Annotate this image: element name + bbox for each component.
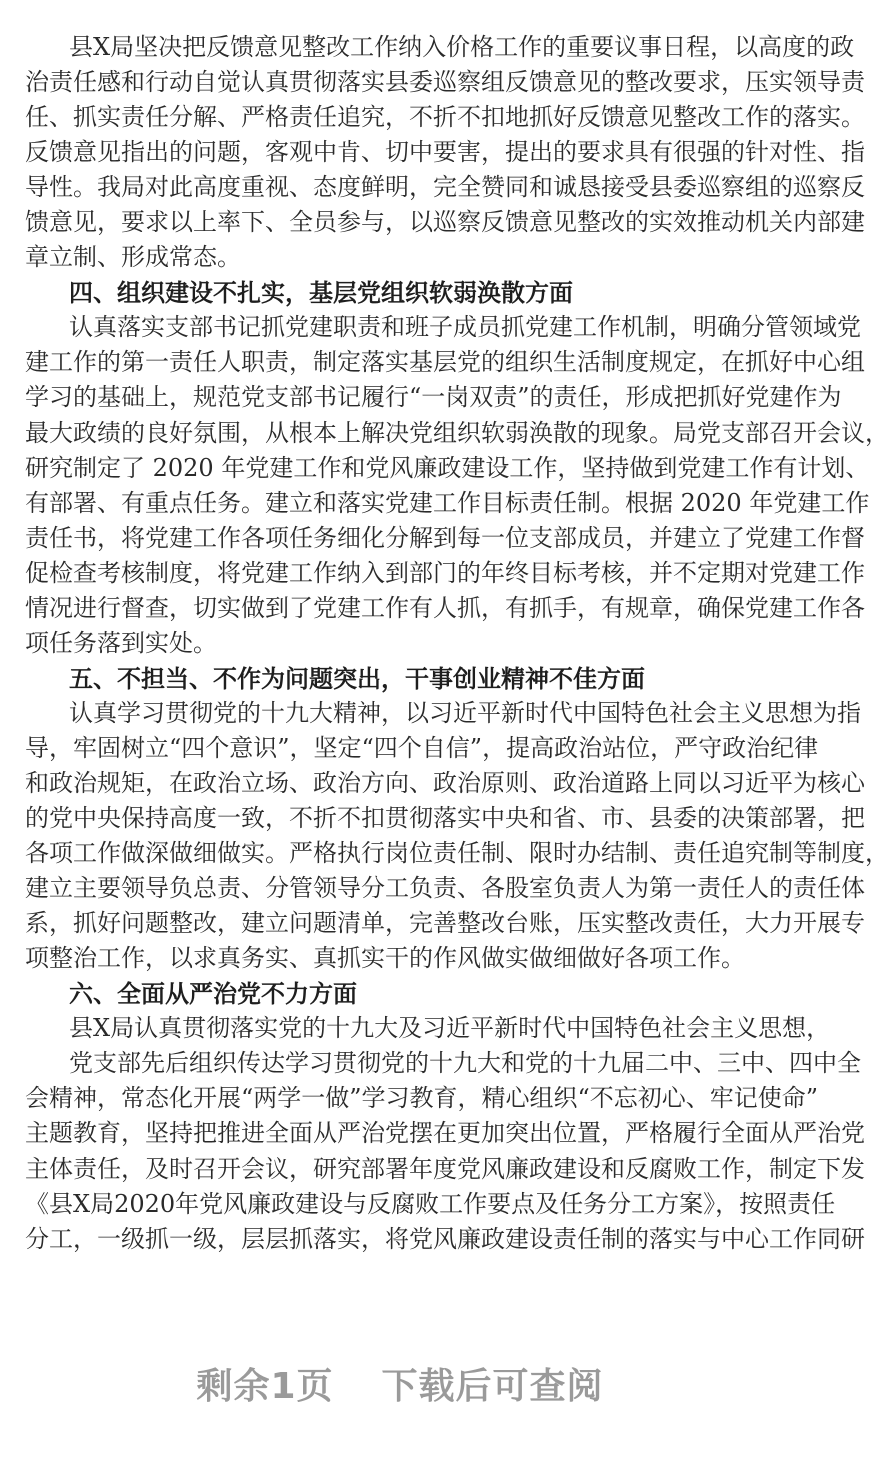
paragraph (25, 30, 865, 275)
text-line: 章立制、形成常态。 (25, 243, 241, 272)
text-line: 认真学习贯彻党的十九大精神，以习近平新时代中国特色社会主义思想为指 (69, 698, 861, 727)
text-line: 责任书，将党建工作各项任务细化分解到每一位支部成员，并建立了党建工作督 (25, 523, 865, 552)
text-line: 有部署、有重点任务。建立和落实党建工作目标责任制。根据 2020 年党建工作 (25, 488, 870, 517)
section-heading (25, 976, 780, 1011)
document-body (25, 30, 889, 1257)
text-line: 会精神，常态化开展“两学一做”学习教育，精心组织“不忘初心、牢记使命” (25, 1084, 819, 1113)
text-line: 导性。我局对此高度重视、态度鲜明，完全赞同和诚恳接受县委巡察组的巡察反 (25, 173, 865, 202)
text-line: 认真落实支部书记抓党建职责和班子成员抓党建工作机制，明确分管领域党 (69, 313, 861, 342)
text-line: 建立主要领导负总责、分管领导分工负责、各股室负责人为第一责任人的责任体 (25, 874, 865, 903)
text-line: 导，牢固树立“四个意识”，坚定“四个自信”，提高政治站位，严守政治纪律 (25, 733, 819, 762)
text-line: 项任务落到实处。 (25, 628, 217, 657)
text-line: 和政治规矩，在政治立场、政治方向、政治原则、政治道路上同以习近平为核心 (25, 768, 865, 797)
text-line: 《县X局2020年党风廉政建设与反腐败工作要点及任务分工方案》，按照责任 (25, 1189, 836, 1218)
text-line: 反馈意见指出的问题，客观中肯、切中要害，提出的要求具有很强的针对性、指 (25, 138, 865, 167)
heading-text: 六、全面从严治党不力方面 (69, 979, 357, 1009)
text-line: 任、抓实责任分解、严格责任追究，不折不扣地抓好反馈意见整改工作的落实。 (25, 103, 865, 132)
section-heading (25, 661, 780, 696)
text-line: 县X局认真贯彻落实党的十九大及习近平新时代中国特色社会主义思想， (69, 1014, 831, 1043)
text-line: 县X局坚决把反馈意见整改工作纳入价格工作的重要议事日程，以高度的政 (69, 33, 855, 61)
paragraph (25, 1046, 865, 1256)
text-line: 项整治工作，以求真务实、真抓实干的作风做实做细做好各项工作。 (25, 944, 745, 973)
paragraph (25, 696, 889, 976)
heading-text: 四、组织建设不扎实，基层党组织软弱涣散方面 (69, 278, 573, 308)
text-line: 主题教育，坚持把推进全面从严治党摆在更加突出位置，严格履行全面从严治党 (25, 1119, 865, 1148)
text-line: 党支部先后组织传达学习贯彻党的十九大和党的十九届二中、三中、四中全 (69, 1049, 861, 1078)
paragraph (25, 310, 889, 660)
text-line: 的党中央保持高度一致，不折不扣贯彻落实中央和省、市、县委的决策部署，把 (25, 804, 865, 833)
download-prompt[interactable] (0, 1358, 800, 1409)
text-line: 最大政绩的良好氛围，从根本上解决党组织软弱涣散的现象。局党支部召开会议， (25, 418, 889, 447)
text-line: 研究制定了 2020 年党建工作和党风廉政建设工作，坚持做到党建工作有计划、 (25, 453, 870, 482)
text-line: 学习的基础上，规范党支部书记履行“一岗双责”的责任，形成把抓好党建作为 (25, 383, 842, 412)
text-line: 主体责任，及时召开会议，研究部署年度党风廉政建设和反腐败工作，制定下发 (25, 1154, 865, 1183)
text-line: 各项工作做深做细做实。严格执行岗位责任制、限时办结制、责任追究制等制度， (25, 839, 889, 868)
section-heading (25, 275, 780, 310)
text-line: 情况进行督查，切实做到了党建工作有人抓，有抓手，有规章，确保党建工作各 (25, 593, 865, 622)
text-line: 馈意见，要求以上率下、全员参与，以巡察反馈意见整改的实效推动机关内部建 (25, 208, 865, 237)
remaining-pages-label: 剩余1页 (196, 1366, 334, 1407)
heading-text: 五、不担当、不作为问题突出，干事创业精神不佳方面 (69, 663, 645, 693)
text-line: 建工作的第一责任人职责，制定落实基层党的组织生活制度规定，在抓好中心组 (25, 348, 865, 377)
download-to-view-link[interactable]: 下载后可查阅 (381, 1366, 604, 1407)
text-line: 分工，一级抓一级，层层抓落实，将党风廉政建设责任制的落实与中心工作同研 (25, 1224, 865, 1253)
text-line: 促检查考核制度，将党建工作纳入到部门的年终目标考核，并不定期对党建工作 (25, 558, 865, 587)
text-line: 系，抓好问题整改，建立问题清单，完善整改台账，压实整改责任，大力开展专 (25, 909, 865, 938)
paragraph (25, 1011, 831, 1046)
text-line: 治责任感和行动自觉认真贯彻落实县委巡察组反馈意见的整改要求，压实领导责 (25, 68, 865, 97)
